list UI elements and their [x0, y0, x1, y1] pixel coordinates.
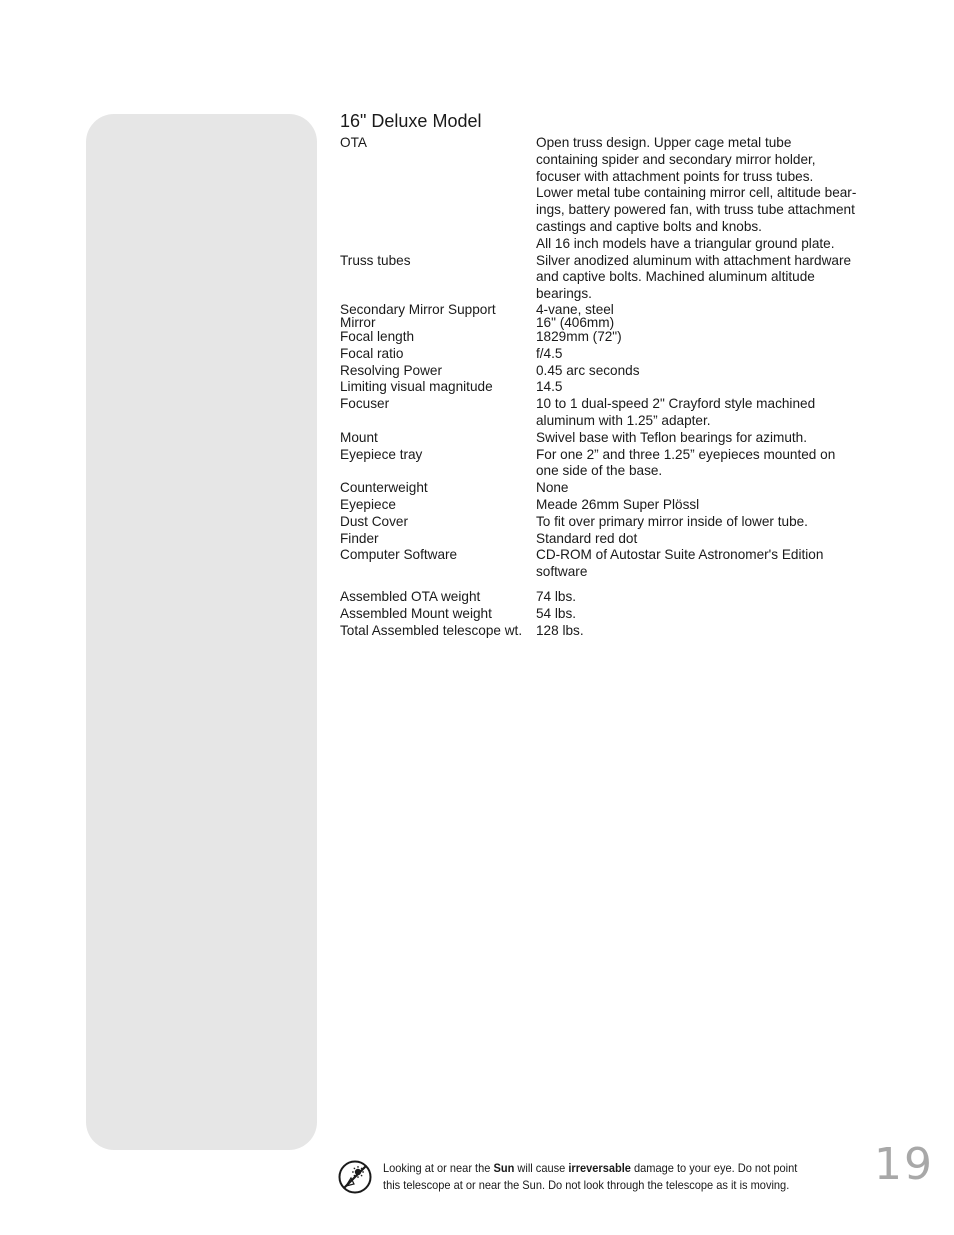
spec-value-line: Swivel base with Teflon bearings for azimuth. — [536, 429, 808, 445]
spec-value — [536, 623, 880, 640]
spec-value-line: aluminum with 1.25” adapter. — [536, 412, 711, 428]
spec-label: Computer Software — [340, 547, 458, 563]
spec-row — [340, 379, 880, 396]
spec-label: Finder — [340, 530, 379, 546]
spec-value — [536, 480, 880, 497]
spec-value — [536, 531, 880, 548]
spec-value-line: Open truss design. Upper cage metal tube — [536, 135, 792, 150]
spec-row — [340, 623, 880, 640]
spec-value-line: 4-vane, steel — [536, 301, 614, 317]
spec-value-line: Standard red dot — [536, 530, 638, 546]
spec-value-line: software — [536, 564, 588, 580]
spec-row — [340, 514, 880, 531]
spec-table — [340, 135, 880, 639]
spec-value — [536, 447, 880, 481]
spec-value — [536, 316, 880, 329]
spec-label: Total Assembled telescope wt. — [340, 622, 523, 638]
spec-value — [536, 430, 880, 447]
spec-value-line: None — [536, 480, 569, 496]
spec-value-line: one side of the base. — [536, 463, 663, 479]
spec-label: Mirror — [340, 314, 376, 330]
spec-value — [536, 547, 880, 581]
spec-value-line: To fit over primary mirror inside of lower tube. — [536, 513, 808, 529]
spec-value-line: castings and captive bolts and knobs. — [536, 218, 762, 234]
warning-bold-sun: Sun — [493, 1161, 515, 1175]
spec-value-line: 54 lbs. — [536, 605, 577, 621]
spec-content — [340, 110, 880, 639]
spec-value-line: and captive bolts. Machined aluminum altitude — [536, 269, 815, 285]
spec-value — [536, 514, 880, 531]
spec-value-line: Lower metal tube containing mirror cell, altitude bear- — [536, 185, 857, 201]
spec-row — [340, 606, 880, 623]
spec-value — [536, 606, 880, 623]
spec-value-line: focuser with attachment points for truss tubes. — [536, 168, 814, 184]
spec-value-line: Silver anodized aluminum with attachment hardware — [536, 252, 852, 268]
spec-value-line: All 16 inch models have a triangular ground plate. — [536, 235, 835, 251]
spec-value-line: 0.45 arc seconds — [536, 362, 640, 378]
warning-text-part2: will cause — [514, 1161, 569, 1175]
warning-text-part3: damage to your eye. Do not point — [630, 1161, 798, 1175]
spec-label: Eyepiece tray — [340, 446, 423, 462]
spec-label: Limiting visual magnitude — [340, 379, 493, 395]
spec-label: Focuser — [340, 396, 390, 412]
spec-value-line: 74 lbs. — [536, 588, 577, 604]
spec-label: Focal length — [340, 328, 415, 344]
page-number: 19 — [874, 1139, 934, 1190]
spec-row — [340, 430, 880, 447]
spec-row — [340, 547, 880, 581]
warning-text-part1: Looking at or near the — [383, 1161, 494, 1175]
spec-value — [536, 253, 880, 303]
spec-row — [340, 135, 880, 253]
spec-row — [340, 589, 880, 606]
spec-label: Assembled Mount weight — [340, 605, 492, 621]
spec-value-line: f/4.5 — [536, 345, 563, 361]
spec-value — [536, 497, 880, 514]
spec-row — [340, 329, 880, 346]
spec-value-line: Meade 26mm Super Plössl — [536, 496, 700, 512]
spec-value — [536, 379, 880, 396]
spec-value — [536, 135, 880, 253]
sun-warning-icon — [338, 1160, 372, 1194]
spec-label: Eyepiece — [340, 496, 396, 512]
spec-label: Assembled OTA weight — [340, 588, 481, 604]
spec-value-line: 128 lbs. — [536, 622, 584, 638]
spec-label: Secondary Mirror Support — [340, 301, 496, 317]
spec-label: Counterweight — [340, 480, 428, 496]
warning-bold-irreversable: irreversable — [568, 1161, 631, 1175]
spec-row — [340, 346, 880, 363]
spec-label: Dust Cover — [340, 513, 408, 529]
spec-value — [536, 363, 880, 380]
spec-label: Truss tubes — [340, 252, 411, 268]
spec-value-line: ings, battery powered fan, with truss tube attachment — [536, 202, 855, 218]
sidebar-panel — [86, 114, 317, 1150]
warning-text-line2: this telescope at or near the Sun. Do not look through the telescope as it is moving. — [383, 1178, 790, 1192]
spec-value — [536, 396, 880, 430]
sun-warning — [338, 1160, 838, 1194]
page-title: 16" Deluxe Model — [340, 111, 482, 131]
spec-value-line: bearings. — [536, 286, 592, 302]
spec-row — [340, 447, 880, 481]
spec-row — [340, 396, 880, 430]
spec-value-line: 14.5 — [536, 379, 563, 395]
spec-row — [340, 253, 880, 303]
spec-row — [340, 363, 880, 380]
spec-row — [340, 497, 880, 514]
spec-row — [340, 316, 880, 329]
spec-label: Mount — [340, 429, 378, 445]
spec-value — [536, 346, 880, 363]
spec-row — [340, 480, 880, 497]
spec-row — [340, 531, 880, 548]
spec-label: Focal ratio — [340, 345, 404, 361]
spec-label: Resolving Power — [340, 362, 442, 378]
spec-value-line: 16" (406mm) — [536, 314, 615, 330]
spec-value-line: 10 to 1 dual-speed 2" Crayford style machined — [536, 396, 816, 412]
spec-value — [536, 589, 880, 606]
spec-value-line: 1829mm (72") — [536, 328, 622, 344]
spec-label: OTA — [340, 135, 367, 150]
spec-value-line: CD-ROM of Autostar Suite Astronomer's Edition — [536, 547, 824, 563]
spec-value — [536, 329, 880, 346]
spec-value-line: containing spider and secondary mirror holder, — [536, 151, 816, 167]
spec-value-line: For one 2” and three 1.25” eyepieces mounted on — [536, 446, 836, 462]
warning-text — [383, 1160, 802, 1194]
